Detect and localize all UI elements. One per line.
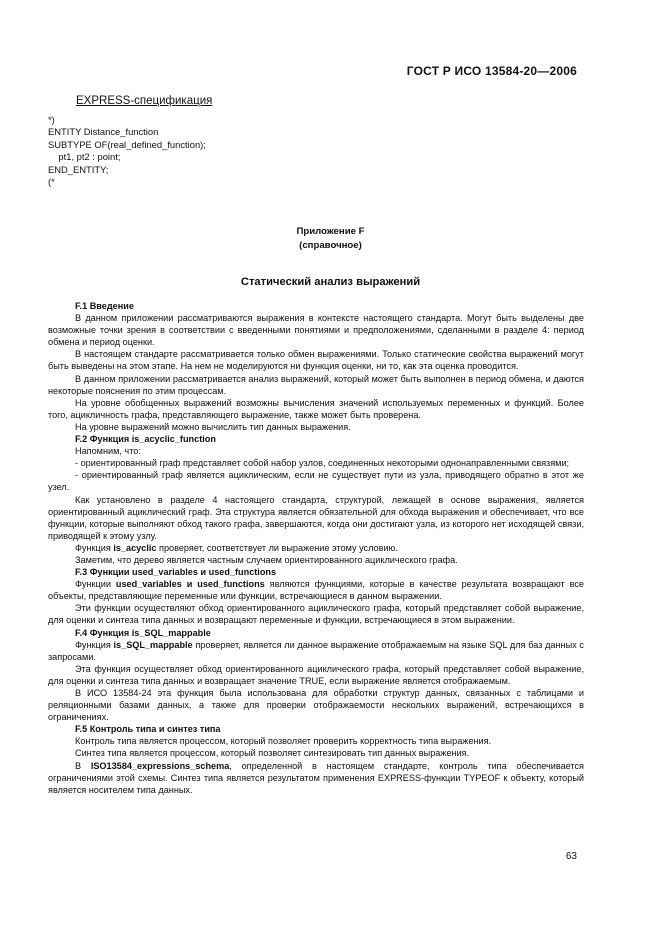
section-heading-f2: F.2 Функция is_acyclic_function: [75, 434, 216, 445]
section-heading-f4: F.4 Функция is_SQL_mappable: [75, 627, 211, 638]
code-line: pt1, pt2 : point;: [48, 151, 121, 163]
appendix-title: Статический анализ выражений: [240, 276, 421, 288]
paragraph: В настоящем стандарте рассматривается только обмен выражениями. Только статические свойства выражений могут быть выведены на этом этапе. На нем не моделируются ни функция оценки, ни то, как эта оценка проводится.: [48, 349, 584, 372]
section-heading-f5: F.5 Контроль типа и синтез типа: [75, 724, 221, 735]
text-run: В: [75, 760, 91, 771]
code-line: (*: [48, 176, 55, 188]
paragraph: - ориентированный граф представляет собой набор узлов, соединенных некоторыми однонаправленными связями;: [75, 458, 570, 469]
text-run: проверяет, является ли данное выражение отображаемым на языке SQL для баз данных с запросами.: [48, 639, 584, 662]
paragraph: В данном приложении рассматривается анализ выражений, который может быть выполнен в период обмена, и даются некоторые пояснения по этим процессам.: [48, 373, 584, 396]
paragraph: В ИСО 13584-24 эта функция была использована для обработки структур данных, связанных с таблицами и реляционными базами данных, а также для проверки отображаемости нескольких выражений, встречающихся в ограничениях.: [48, 688, 584, 723]
code-line: END_ENTITY;: [48, 163, 109, 175]
text-run: Функции: [75, 579, 116, 590]
paragraph: [48, 760, 584, 796]
code-line: *): [48, 114, 55, 125]
appendix-type: (справочное): [299, 240, 362, 251]
text-run: Функция: [75, 639, 114, 650]
paragraph: [48, 542, 584, 554]
document-body: [48, 300, 584, 796]
text-run: проверяет, соответствует ли выражение этому условию.: [156, 542, 398, 553]
function-name: is_SQL_mappable: [113, 639, 193, 650]
paragraph: На уровне обобщенных выражений возможны вычисления значений используемых переменных и функций. Более того, ацикличность графа, представляющего выражение, также может быть проверена.: [48, 397, 584, 420]
paragraph: Синтез типа является процессом, который позволяет синтезировать тип данных выражения.: [75, 748, 470, 759]
paragraph: - ориентированный граф является ациклическим, если не существует пути из узла, приводящего обратно в этот же узел.: [48, 470, 584, 493]
paragraph: Эти функции осуществляют обход ориентированного ациклического графа, который представляет собой выражение, для оценки и синтеза типа данных и возвращают переменные и функции, встречающиеся в этом выражении.: [48, 603, 584, 626]
paragraph: Заметим, что дерево является частным случаем ориентированного ациклического графа.: [75, 554, 458, 565]
paragraph: Эта функция осуществляет обход ориентированного ациклического графа, который представляет собой выражение, для оценки и синтеза типа данных и возвращает значение TRUE, если выражение является отображаемым.: [48, 663, 584, 686]
text-run: и: [181, 579, 198, 590]
code-line: ENTITY Distance_function: [48, 126, 159, 138]
paragraph: На уровне выражений можно вычислить тип данных выражения.: [75, 421, 351, 432]
text-run: Функция: [75, 542, 114, 553]
code-line: SUBTYPE OF(real_defined_function);: [48, 138, 206, 150]
text-run: , определенной в настоящем стандарте, контроль типа обеспечивается ограничениями этой схемы. Синтез типа является результатом применения EXPRESS-функции TYPEOF к объекту, который является носителем типа данных.: [48, 760, 584, 795]
paragraph: [48, 578, 584, 602]
appendix-label: Приложение F: [296, 226, 365, 237]
function-name: is_acyclic: [113, 542, 157, 553]
express-code-block: [48, 114, 206, 188]
paragraph: В данном приложении рассматриваются выражения в контексте настоящего стандарта. Могут быть выделены две возможные точки зрения в соответствии с введенными понятиями и предположениями, сделанными в разделе 4: период обмена и период оценки.: [48, 313, 584, 348]
standard-designation: ГОСТ Р ИСО 13584-20—2006: [406, 64, 577, 78]
page-number: 63: [565, 851, 577, 862]
paragraph: Контроль типа является процессом, который позволяет проверить корректность типа выражения.: [75, 736, 492, 747]
function-name: used_variables: [115, 579, 182, 590]
text-run: являются функциями, которые в качестве результата возвращают все объекты, представляющие переменные или функции, встречающиеся в данном выражении.: [48, 579, 584, 602]
section-heading-f1: F.1 Введение: [75, 301, 134, 311]
paragraph: Как установлено в разделе 4 настоящего стандарта, структурой, лежащей в основе выражения, является ориентированный ациклический граф. Эта структура является обязательной для обхода выражения и обеспечивает, что все функции, которые выполняют обход такого графа, завершаются, когда они достигают узла, из которого нет исходящей связи, приводящей к этому узлу.: [48, 494, 584, 541]
express-spec-title: EXPRESS-спецификация: [76, 95, 213, 107]
section-heading-f3: F.3 Функции used_variables и used_functions: [75, 567, 277, 578]
paragraph: Напомним, что:: [75, 446, 141, 457]
schema-name: ISO13584_expressions_schema: [90, 760, 230, 771]
paragraph: [48, 639, 584, 663]
function-name: used_functions: [197, 579, 265, 590]
